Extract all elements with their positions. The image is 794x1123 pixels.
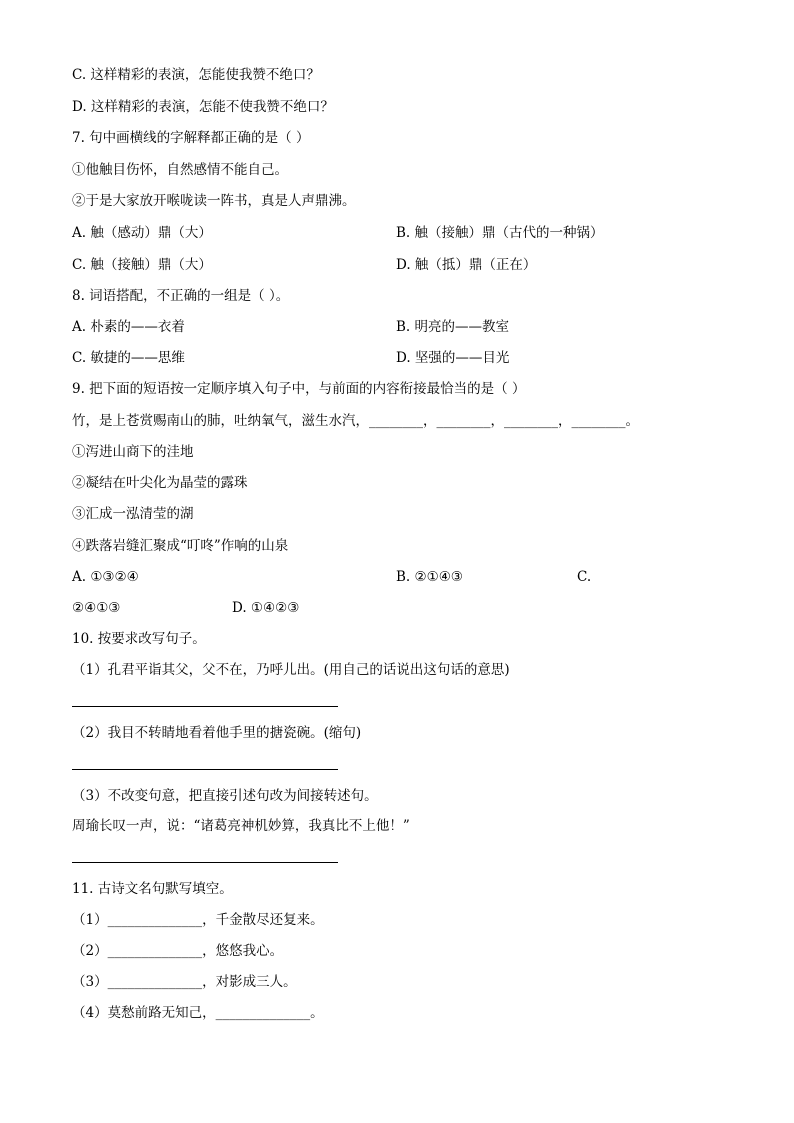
q7-sentence-2: ②于是大家放开喉咙读一阵书，真是人声鼎沸。 bbox=[72, 193, 356, 209]
q7-option-c: C. 触（接触）鼎（大） bbox=[72, 257, 212, 273]
q7-stem: 7. 句中画横线的字解释都正确的是（ ） bbox=[72, 130, 310, 146]
q8-option-d: D. 坚强的——目光 bbox=[396, 350, 510, 366]
q10-part-1: （1）孔君平诣其父，父不在，乃呼儿出。(用自己的话说出这句话的意思) bbox=[72, 662, 510, 678]
q8-stem: 8. 词语搭配，不正确的一组是（ ）。 bbox=[72, 288, 290, 304]
q9-option-c-label: C. bbox=[577, 569, 592, 585]
q10-answer-line-1[interactable] bbox=[72, 706, 338, 707]
q6-option-d: D. 这样精彩的表演，怎能不使我赞不绝口？ bbox=[72, 99, 334, 115]
q8-option-c: C. 敏捷的——思维 bbox=[72, 350, 185, 366]
q10-answer-line-2[interactable] bbox=[72, 769, 338, 770]
q10-part-3-sentence: 周瑜长叹一声，说：“诸葛亮神机妙算，我真比不上他！” bbox=[72, 818, 410, 834]
q9-phrase-2: ②凝结在叶尖化为晶莹的露珠 bbox=[72, 475, 248, 491]
q9-phrase-1: ①泻进山商下的洼地 bbox=[72, 444, 194, 460]
q9-phrase-4: ④跌落岩缝汇聚成“叮咚”作响的山泉 bbox=[72, 538, 289, 554]
q11-item-3: （3）______________，对影成三人。 bbox=[72, 974, 297, 990]
q9-sentence: 竹，是上苍赏赐南山的肺，吐纳氧气，滋生水汽，________，________，________，________。 bbox=[72, 413, 639, 429]
q7-sentence-1: ①他触目伤怀，自然感情不能自己。 bbox=[72, 162, 288, 178]
q9-option-c-value: ②④①③ bbox=[72, 600, 121, 616]
q11-item-4: （4）莫愁前路无知己，______________。 bbox=[72, 1005, 324, 1021]
q10-part-3: （3）不改变句意，把直接引述句改为间接转述句。 bbox=[72, 788, 378, 804]
q11-item-1: （1）______________，千金散尽还复来。 bbox=[72, 912, 324, 928]
q7-option-b: B. 触（接触）鼎（古代的一种锅） bbox=[396, 225, 604, 241]
q8-option-a: A. 朴素的——衣着 bbox=[72, 319, 185, 335]
q10-stem: 10. 按要求改写句子。 bbox=[72, 631, 206, 647]
q11-stem: 11. 古诗文名句默写填空。 bbox=[72, 881, 233, 897]
q9-option-b: B. ②①④③ bbox=[396, 569, 463, 585]
q10-answer-line-3[interactable] bbox=[72, 862, 338, 863]
q9-stem: 9. 把下面的短语按一定顺序填入句子中，与前面的内容衔接最恰当的是（ ） bbox=[72, 381, 526, 397]
q11-item-2: （2）______________，悠悠我心。 bbox=[72, 943, 284, 959]
q6-option-c: C. 这样精彩的表演，怎能使我赞不绝口？ bbox=[72, 67, 320, 83]
q9-option-d: D. ①④②③ bbox=[232, 600, 300, 616]
q7-option-a: A. 触（感动）鼎（大） bbox=[72, 225, 212, 241]
q9-phrase-3: ③汇成一泓清莹的湖 bbox=[72, 506, 194, 522]
q8-option-b: B. 明亮的——教室 bbox=[396, 319, 510, 335]
q9-option-a: A. ①③②④ bbox=[72, 569, 139, 585]
q7-option-d: D. 触（抵）鼎（正在） bbox=[396, 257, 537, 273]
q10-part-2: （2）我目不转睛地看着他手里的搪瓷碗。(缩句) bbox=[72, 725, 362, 741]
